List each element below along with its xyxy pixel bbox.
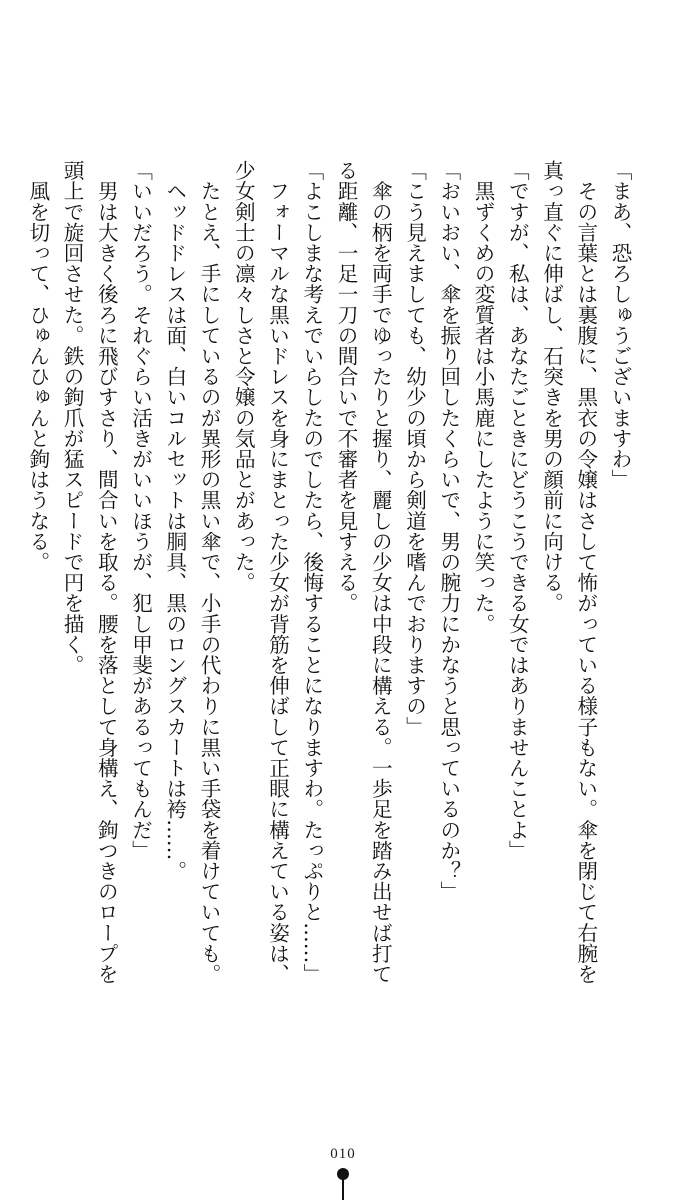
text-line: 「よこしまな考えでいらしたのでしたら、後悔することになりますわ。たっぷりと……」 xyxy=(299,160,324,984)
text-line: 黒ずくめの変質者は小馬鹿にしたように笑った。 xyxy=(471,160,495,634)
body-text xyxy=(21,160,638,990)
text-line: 男は大きく後ろに飛びすさり、間合いを取る。腰を落として身構え、鉤つきのロープを xyxy=(94,160,119,984)
text-line: 「おいおい、傘を振り回したくらいで、男の腕力にかなうと思っているのか？」 xyxy=(436,160,461,902)
text-line: 少女剣士の凛々しさと令嬢の気品とがあった。 xyxy=(231,160,256,593)
page-number: 010 xyxy=(330,1146,356,1162)
text-line: る距離、一足一刀の間合いで不審者を見すえる。 xyxy=(334,160,358,614)
page-marker-line xyxy=(342,1178,344,1200)
text-line: たとえ、手にしているのが異形の黒い傘で、小手の代わりに黒い手袋を着けていても。 xyxy=(197,160,221,984)
text-line: 「いいだろう。それぐらい活きがいいほうが、犯し甲斐があるってもんだ」 xyxy=(128,160,153,861)
text-line: 傘の柄を両手でゆったりと握り、麗しの少女は中段に構える。一歩足を踏み出せば打て xyxy=(368,160,393,984)
text-line: 「ですが、私は、あなたごときにどうこうできる女ではありませんことよ」 xyxy=(505,160,530,861)
text-line: 「まあ、恐ろしゅうございますわ」 xyxy=(608,160,632,490)
text-line: 頭上で旋回させた。鉄の鉤爪が猛スピードで円を描く。 xyxy=(60,160,84,675)
text-line: ヘッドドレスは面、白いコルセットは胴具、黒のロングスカートは袴……。 xyxy=(162,160,187,881)
text-line: フォーマルな黒いドレスを身にまとった少女が背筋を伸ばして正眼に構えている姿は、 xyxy=(265,160,290,984)
text-line: その言葉とは裏腹に、黒衣の令嬢はさして怖がっている様子もない。傘を閉じて右腕を xyxy=(573,160,598,984)
text-line: 真っ直ぐに伸ばし、石突きを男の顔前に向ける。 xyxy=(539,160,564,614)
text-line: 「こう見えましても、幼少の頃から剣道を嗜んでおりますの」 xyxy=(402,160,427,737)
text-line: 風を切って、ひゅんひゅんと鉤はうなる。 xyxy=(25,160,50,572)
